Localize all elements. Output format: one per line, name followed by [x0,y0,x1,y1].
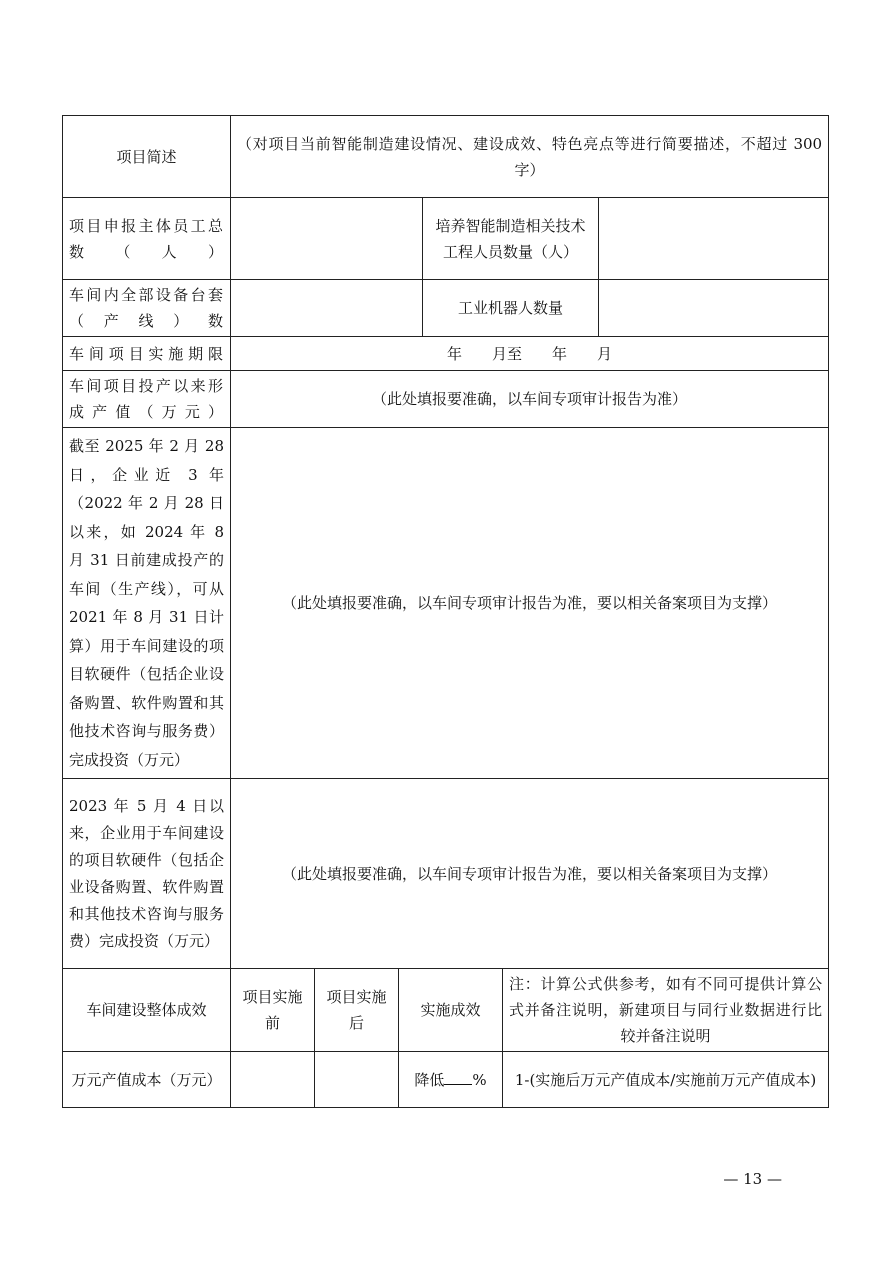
row-overall-effect-header [63,969,829,1052]
application-form-table [62,115,829,1108]
investment-3y-input[interactable]: （此处填报要准确，以车间专项审计报告为准，要以相关备案项目为支撑） [231,428,829,779]
row-period [63,337,829,371]
cost-effect-blank[interactable] [444,1068,472,1085]
project-summary-label: 项目简述 [63,116,231,198]
investment-2023-input[interactable]: （此处填报要准确，以车间专项审计报告为准，要以相关备案项目为支撑） [231,779,829,969]
equipment-count-label: 车间内全部设备台套（产线）数 [63,280,231,337]
investment-2023-label: 2023 年 5 月 4 日以来，企业用于车间建设的项目软硬件（包括企业设备购置、软件购置和其他技术咨询与服务费）完成投资（万元） [63,779,231,969]
robot-count-label: 工业机器人数量 [423,280,599,337]
output-value-input[interactable]: （此处填报要准确，以车间专项审计报告为准） [231,371,829,428]
row-output-value [63,371,829,428]
row-equipment [63,280,829,337]
employee-count-input[interactable] [231,198,423,280]
cost-before-input[interactable] [231,1052,315,1108]
project-summary-input[interactable]: （对项目当前智能制造建设情况、建设成效、特色亮点等进行简要描述，不超过 300 字） [231,116,829,198]
row-cost-per-10k [63,1052,829,1108]
employee-count-label: 项目申报主体员工总数（人） [63,198,231,280]
output-value-label: 车间项目投产以来形成产值（万元） [63,371,231,428]
formula-note: 注：计算公式供参考，如有不同可提供计算公式并备注说明，新建项目与同行业数据进行比较并备注说明 [503,969,829,1052]
engineer-count-input[interactable] [599,198,829,280]
period-label: 车间项目实施期限 [63,337,231,371]
cost-effect-cell [399,1052,503,1108]
cost-formula: 1-(实施后万元产值成本/实施前万元产值成本) [503,1052,829,1108]
row-investment-since-2023 [63,779,829,969]
page-number: — 13 — [723,1170,782,1188]
after-implementation-header: 项目实施后 [315,969,399,1052]
row-investment-3y [63,428,829,779]
row-employees [63,198,829,280]
period-input[interactable]: 年 月至 年 月 [231,337,829,371]
investment-3y-label: 截至 2025 年 2 月 28 日，企业近 3 年（2022 年 2 月 28 日以来，如 2024 年 8 月 31 日前建成投产的车间（生产线），可从 2021 年 8 月 31 日计算）用于车间建设的项目软硬件（包括企业设备购置、软件购置和其他技术咨询与服务费）完成投资（万元） [63,428,231,779]
implementation-effect-header: 实施成效 [399,969,503,1052]
engineer-count-label: 培养智能制造相关技术工程人员数量（人） [423,198,599,280]
before-implementation-header: 项目实施前 [231,969,315,1052]
cost-effect-suffix: % [472,1070,487,1089]
robot-count-input[interactable] [599,280,829,337]
cost-after-input[interactable] [315,1052,399,1108]
equipment-count-input[interactable] [231,280,423,337]
overall-effect-label: 车间建设整体成效 [63,969,231,1052]
row-project-summary [63,116,829,198]
cost-effect-prefix: 降低 [414,1070,445,1089]
cost-per-10k-label: 万元产值成本（万元） [63,1052,231,1108]
